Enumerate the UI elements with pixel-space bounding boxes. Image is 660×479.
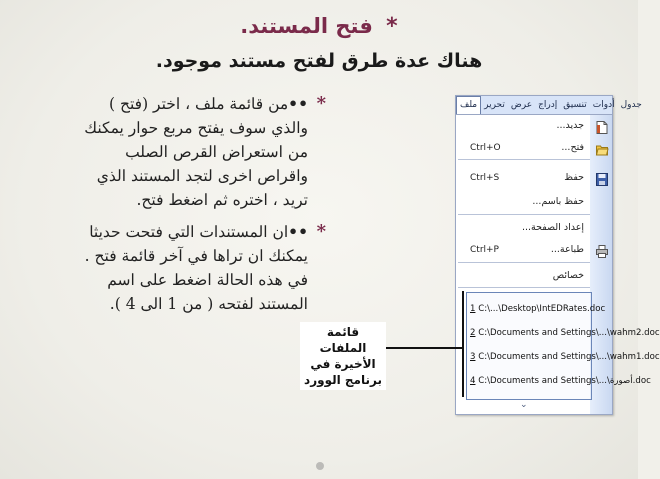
recent-file-number: 4 xyxy=(470,376,476,386)
menu-bar xyxy=(456,96,642,115)
menu-item-shortcut: Ctrl+O xyxy=(470,143,501,153)
footer-dot xyxy=(316,462,324,470)
bullet-line: المستند لفتحه ( من 1 الى 4 ). xyxy=(109,295,308,313)
menu-insert[interactable]: إدراج xyxy=(538,100,558,110)
bullet-item-recent-files xyxy=(18,220,326,316)
bullet-star: * xyxy=(316,221,326,242)
slide-title xyxy=(0,14,638,39)
recent-file-2[interactable] xyxy=(468,326,660,340)
recent-file-path: C:\...\Desktop\IntEDRates.doc xyxy=(478,304,606,314)
menu-view[interactable]: عرض xyxy=(510,100,533,110)
bullet-dots: •• xyxy=(288,94,308,113)
recent-file-number: 2 xyxy=(470,328,476,338)
recent-file-4[interactable] xyxy=(468,374,651,388)
bullet-list xyxy=(18,92,326,324)
menu-item-label: حفظ xyxy=(564,172,584,183)
bullet-line: واقراص اخرى لتجد المستند الذي xyxy=(96,167,308,185)
open-folder-icon xyxy=(596,141,608,154)
menu-separator xyxy=(458,262,590,263)
menu-item-new[interactable] xyxy=(456,118,612,134)
menu-separator xyxy=(458,287,590,288)
recent-file-1[interactable] xyxy=(468,302,606,316)
new-document-icon xyxy=(596,119,608,132)
menu-item-open[interactable] xyxy=(456,140,612,156)
menu-item-label: إعداد الصفحة... xyxy=(521,222,584,233)
title-text: فتح المستند. xyxy=(240,14,373,38)
menu-item-shortcut: Ctrl+P xyxy=(470,245,499,255)
menu-item-print[interactable] xyxy=(456,242,612,258)
menu-item-label: فتح... xyxy=(561,142,584,153)
callout-label: قائمة الملفات الأخيرة في برنامج الوورد xyxy=(300,322,386,390)
bullet-line: تريد ، اختره ثم اضغط فتح. xyxy=(136,191,308,209)
bullet-text: ان المستندات التي فتحت حديثا xyxy=(89,223,289,241)
recent-file-number: 3 xyxy=(470,352,476,362)
menu-icon-gutter xyxy=(590,115,612,414)
menu-item-label: حفظ باسم... xyxy=(532,196,584,207)
bullet-line xyxy=(18,220,308,244)
recent-file-path: C:\Documents and Settings\...\wahm1.doc xyxy=(478,352,660,362)
menu-edit[interactable]: تحرير xyxy=(484,100,505,110)
bullet-line xyxy=(18,92,308,116)
menu-separator xyxy=(458,159,590,160)
word-file-menu-screenshot xyxy=(455,95,660,415)
menu-file[interactable]: ملف xyxy=(456,96,481,114)
menu-item-properties[interactable] xyxy=(456,268,612,284)
save-icon xyxy=(596,171,608,184)
recent-file-3[interactable] xyxy=(468,350,660,364)
menu-separator xyxy=(458,214,590,215)
title-star: * xyxy=(386,14,398,39)
menu-item-label: خصائص xyxy=(552,270,584,281)
bullet-text: من قائمة ملف ، اختر (فتح ) xyxy=(109,95,289,113)
bullet-line: يمكنك ان تراها في آخر قائمة فتح . xyxy=(84,247,308,265)
bullet-item-open-menu xyxy=(18,92,326,212)
bullet-line: من استعراض القرص الصلب xyxy=(125,143,308,161)
bullet-line: في هذه الحالة اضغط على اسم xyxy=(107,271,308,289)
callout-line xyxy=(384,347,462,349)
menu-item-label: طباعة... xyxy=(550,244,584,255)
menu-item-label: جديد... xyxy=(556,120,584,131)
menu-format[interactable]: تنسيق xyxy=(563,100,587,110)
bullet-line: والذي سوف يفتح مربع حوار يمكنك xyxy=(84,119,308,137)
print-icon xyxy=(596,243,608,256)
bullet-star: * xyxy=(316,93,326,114)
expand-menu-chevron-icon[interactable]: ⌄ xyxy=(520,400,528,410)
recent-file-path: C:\Documents and Settings\...\أصورة.doc xyxy=(478,376,651,386)
menu-item-shortcut: Ctrl+S xyxy=(470,173,500,183)
menu-tools[interactable]: أدوات xyxy=(592,100,615,110)
menu-table[interactable]: جدول xyxy=(620,100,642,110)
callout-bracket xyxy=(462,291,464,397)
recent-file-path: C:\Documents and Settings\...\wahm2.doc xyxy=(478,328,660,338)
bullet-dots: •• xyxy=(288,222,308,241)
menu-item-page-setup[interactable] xyxy=(456,220,612,236)
menu-item-save[interactable] xyxy=(456,170,612,186)
menu-item-save-as[interactable] xyxy=(456,194,612,210)
recent-file-number: 1 xyxy=(470,304,476,314)
slide-subtitle: هناك عدة طرق لفتح مستند موجود. xyxy=(155,50,483,72)
